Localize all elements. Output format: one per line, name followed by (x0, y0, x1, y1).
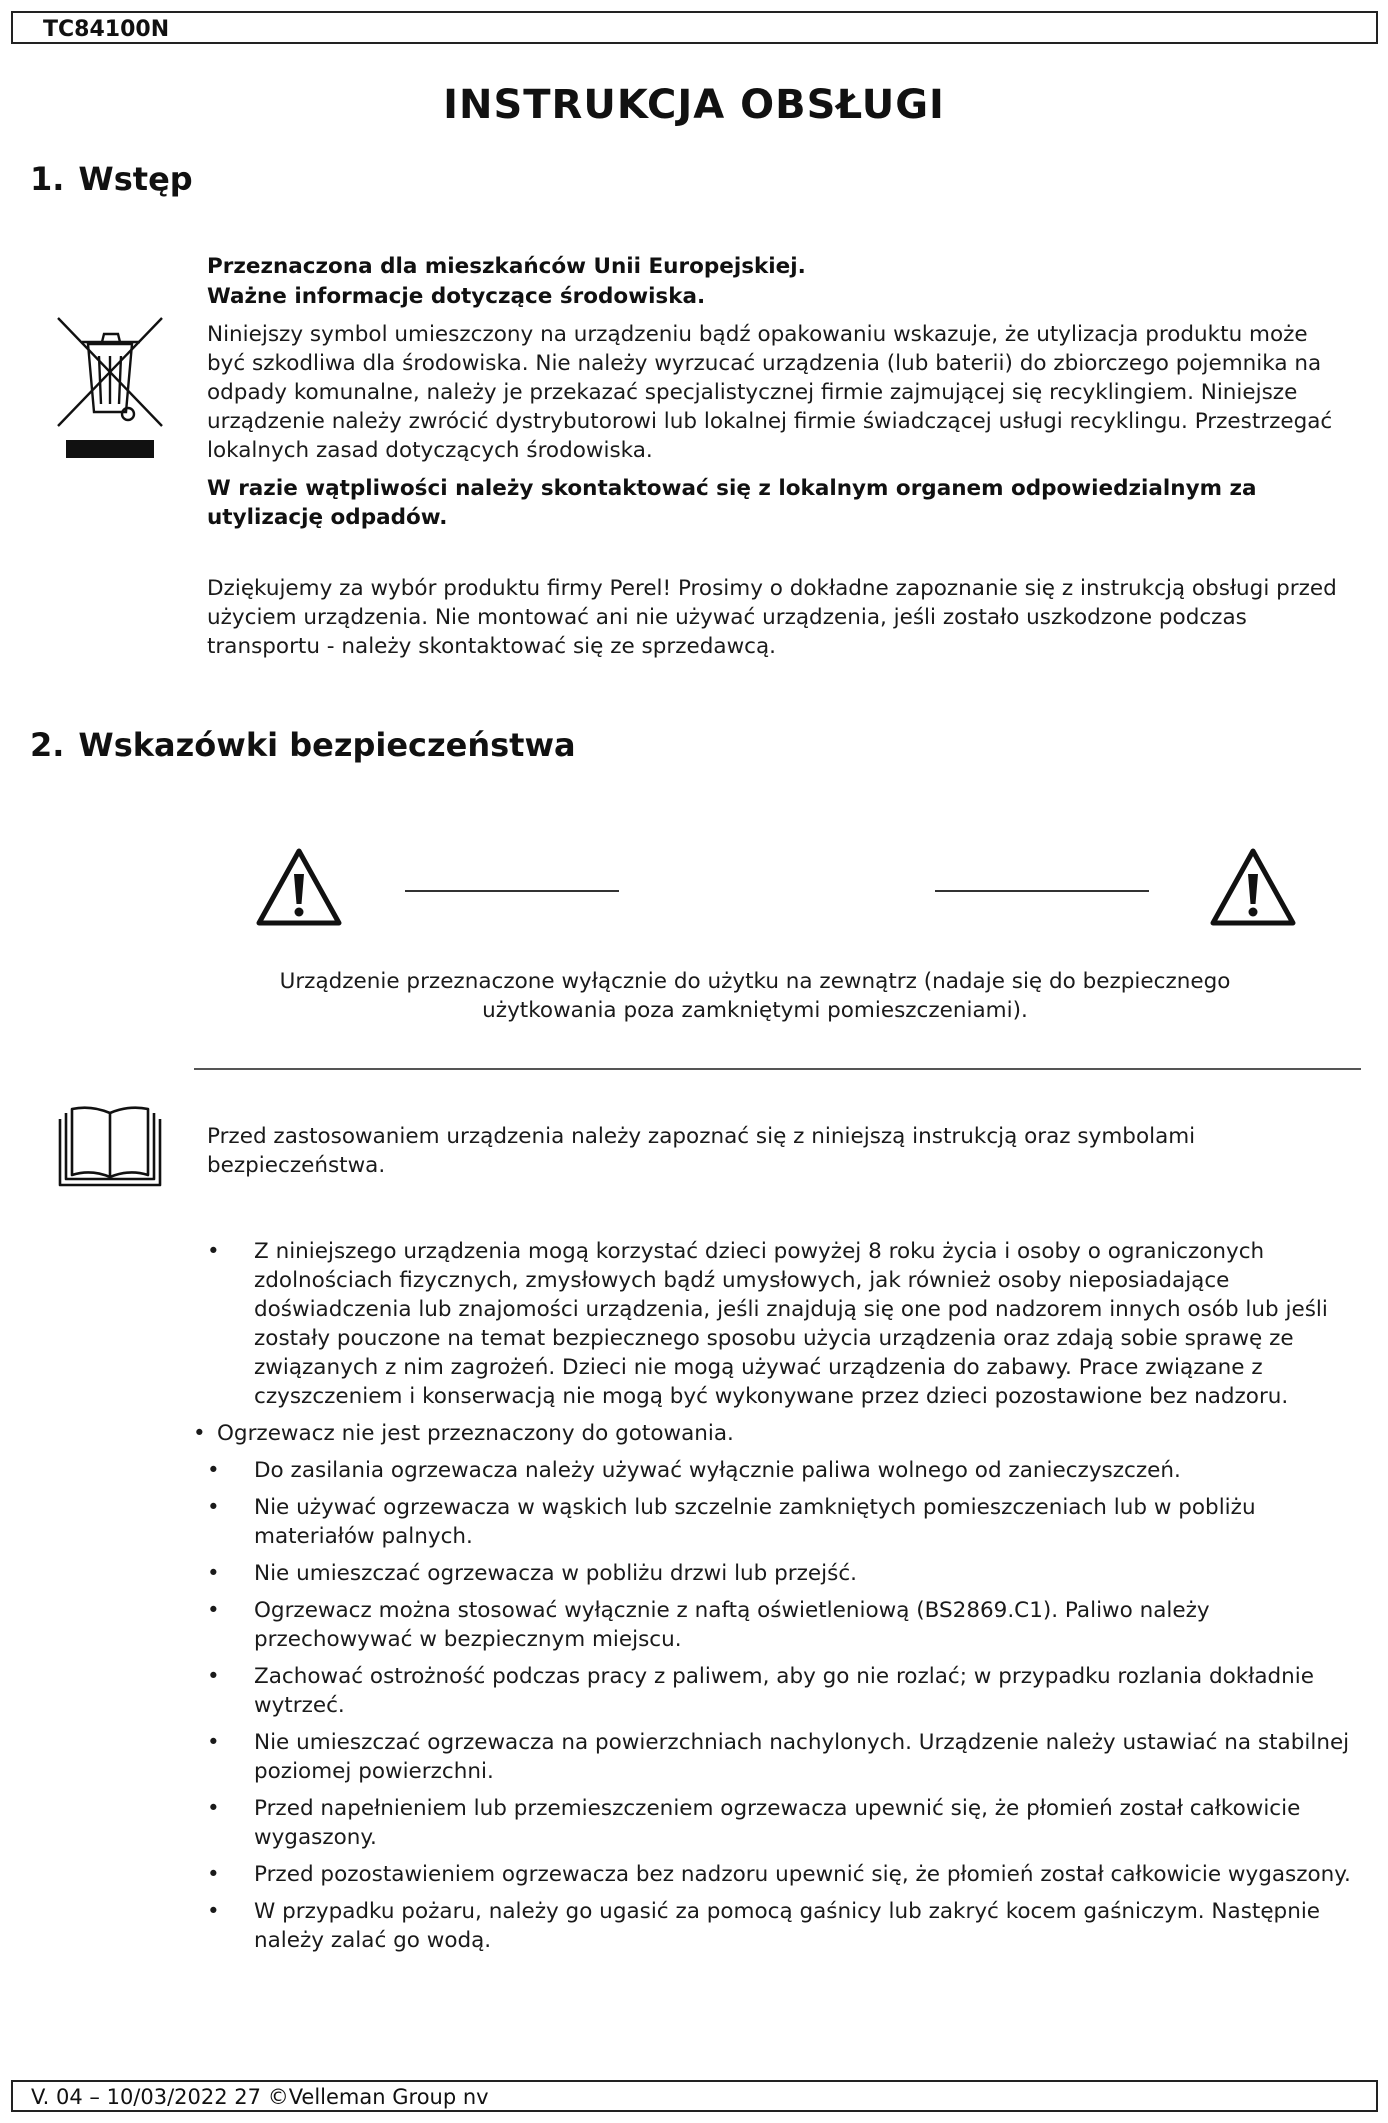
read-manual-note: Przed zastosowaniem urządzenia należy zapoznać się z niniejszą instrukcją oraz symbolami bezpieczeństwa. (207, 1124, 1196, 1178)
page-title: INSTRUKCJA OBSŁUGI (443, 82, 945, 128)
list-item (207, 1662, 1357, 1720)
bullet-marker: • (207, 1664, 220, 1689)
environment-text: Niniejszy symbol umieszczony na urządzeniu bądź opakowaniu wskazuje, że utylizacja produktu może być szkodliwa dla środowiska. Nie należy wyrzucać urządzenia (lub baterii) do zbiorczego pojemnika na odpady komunalne, należy je przekazać specjalistycznej firmie zajmującej się recyklingiem. Niniejsze urządzenie należy zwrócić dystrybutorowi lub lokalnej firmie świadczącej usługi recyklingu. Przestrzegać lokalnych zasad dotyczących środowiska. (207, 322, 1333, 463)
section-1-title: Wstęp (78, 160, 193, 198)
list-item (193, 1419, 1357, 1448)
model-code: TC84100N (43, 17, 170, 42)
warning-triangle-icon (1208, 846, 1298, 928)
list-item (207, 1897, 1357, 1955)
list-item-text: Nie umieszczać ogrzewacza na powierzchniach nachylonych. Urządzenie należy ustawiać na stabilnej poziomej powierzchni. (254, 1730, 1350, 1784)
list-item (207, 1559, 1357, 1588)
bullet-marker: • (207, 1862, 220, 1887)
safety-instructions-list (193, 1237, 1357, 1963)
list-item (207, 1237, 1357, 1411)
list-item-text: Do zasilania ogrzewacza należy używać wyłącznie paliwa wolnego od zanieczyszczeń. (254, 1458, 1181, 1483)
divider-right (935, 890, 1149, 892)
list-item (207, 1860, 1357, 1889)
warning-triangle-icon (254, 846, 344, 928)
list-item (207, 1456, 1357, 1485)
doubt-text: W razie wątpliwości należy skontaktować się z lokalnym organem odpowiedzialnym za utylizację odpadów. (207, 476, 1257, 530)
list-item (207, 1596, 1357, 1654)
footer-text: V. 04 – 10/03/2022 27 ©Velleman Group nv (31, 2085, 489, 2109)
bullet-marker: • (193, 1421, 206, 1446)
section-1-heading (30, 160, 193, 198)
weee-bin-icon (54, 314, 166, 464)
read-manual-book-icon (56, 1105, 164, 1189)
bullet-marker: • (207, 1458, 220, 1483)
bullet-marker: • (207, 1561, 220, 1586)
bullet-marker: • (207, 1598, 220, 1623)
page-footer (11, 2080, 1378, 2112)
list-item (207, 1794, 1357, 1852)
section-2-number: 2. (30, 726, 65, 764)
section-2-heading (30, 726, 576, 764)
section-divider (194, 1068, 1361, 1070)
outdoor-use-note: Urządzenie przeznaczone wyłącznie do użytku na zewnątrz (nadaje się do bezpiecznego użytkowania poza zamkniętymi pomieszczeniami). (279, 969, 1231, 1023)
page-header (11, 11, 1378, 44)
section-2-title: Wskazówki bezpieczeństwa (78, 726, 576, 764)
list-item-text: Przed napełnieniem lub przemieszczeniem ogrzewacza upewnić się, że płomień został całkowicie wygaszony. (254, 1796, 1301, 1850)
list-item-text: Nie umieszczać ogrzewacza w pobliżu drzwi lub przejść. (254, 1561, 857, 1586)
bullet-marker: • (207, 1730, 220, 1755)
bullet-marker: • (207, 1239, 220, 1264)
list-item-text: Z niniejszego urządzenia mogą korzystać dzieci powyżej 8 roku życia i osoby o ograniczonych zdolnościach fizycznych, zmysłowych bądź umysłowych, jak również osoby nieposiadające doświadczenia lub znajomości urządzenia, jeśli znajdują się one pod nadzorem innych osób lub jeśli zostały pouczone na temat bezpiecznego sposobu użycia urządzenia oraz zdają sobie sprawę ze związanych z nim zagrożeń. Dzieci nie mogą używać urządzenia do zabawy. Prace związane z czyszczeniem i konserwacją nie mogą być wykonywane przez dzieci pozostawione bez nadzoru. (254, 1239, 1328, 1409)
bullet-marker: • (207, 1796, 220, 1821)
list-item-text: Zachować ostrożność podczas pracy z paliwem, aby go nie rozlać; w przypadku rozlania dokładnie wytrzeć. (254, 1664, 1315, 1718)
section-1-number: 1. (30, 160, 65, 198)
list-item-text: Ogrzewacz nie jest przeznaczony do gotowania. (217, 1421, 734, 1446)
list-item-text: Przed pozostawieniem ogrzewacza bez nadzoru upewnić się, że płomień został całkowicie wygaszony. (254, 1862, 1351, 1887)
list-item (207, 1493, 1357, 1551)
divider-left (405, 890, 619, 892)
environment-title: Ważne informacje dotyczące środowiska. (207, 284, 706, 309)
list-item (207, 1728, 1357, 1786)
thanks-text: Dziękujemy za wybór produktu firmy Perel! Prosimy o dokładne zapoznanie się z instrukcją obsługi przed użyciem urządzenia. Nie montować ani nie używać urządzenia, jeśli zostało uszkodzone podczas transportu - należy skontaktować się ze sprzedawcą. (207, 576, 1337, 659)
list-item-text: Nie używać ogrzewacza w wąskich lub szczelnie zamkniętych pomieszczeniach lub w pobliżu materiałów palnych. (254, 1495, 1256, 1549)
bullet-marker: • (207, 1495, 220, 1520)
eu-residents-title: Przeznaczona dla mieszkańców Unii Europejskiej. (207, 254, 806, 279)
list-item-text: Ogrzewacz można stosować wyłącznie z naftą oświetleniową (BS2869.C1). Paliwo należy przechowywać w bezpiecznym miejscu. (254, 1598, 1210, 1652)
list-item-text: W przypadku pożaru, należy go ugasić za pomocą gaśnicy lub zakryć kocem gaśniczym. Następnie należy zalać go wodą. (254, 1899, 1321, 1953)
bullet-marker: • (207, 1899, 220, 1924)
